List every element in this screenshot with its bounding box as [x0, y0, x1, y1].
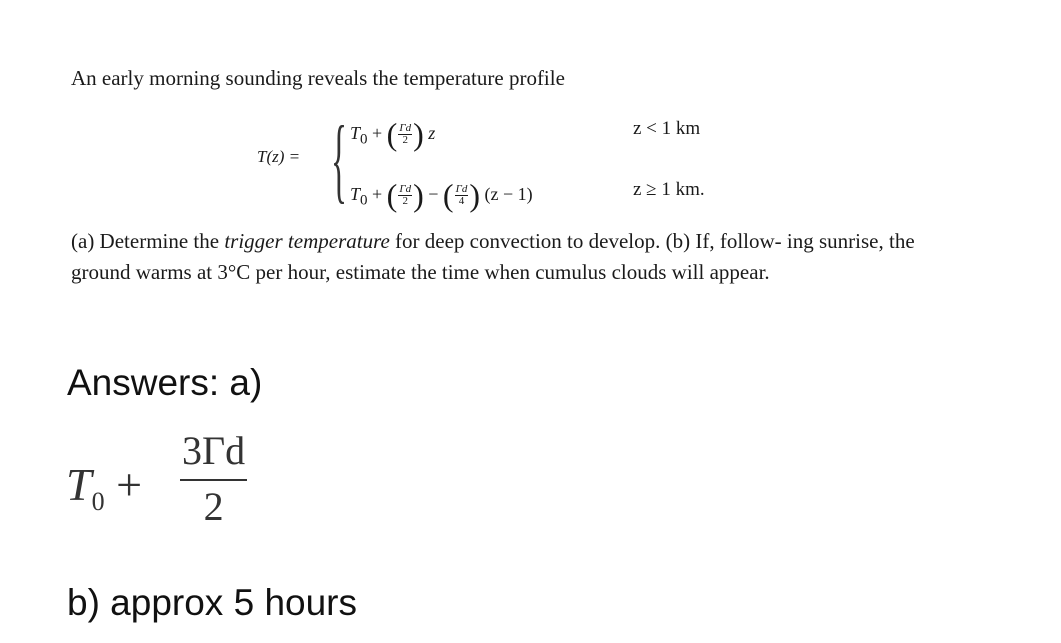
problem-intro: An early morning sounding reveals the temperature profile: [71, 66, 565, 90]
answer-a-denominator: 2: [203, 484, 224, 529]
equation-case-1: $T_0$ + ( $\frac{\Gamma d}{2}$ ) z: [350, 116, 436, 152]
question-text: (a) Determine the trigger temperature for deep convection to develop. (b) If, follow- ing sunrise, the ground warms at 3°C per hour, estimate the time when cumulus clouds will appear.: [71, 229, 915, 284]
equation-lhs: T(z) =: [257, 147, 301, 166]
answers-heading: Answers: a): [67, 362, 263, 403]
answer-a-numerator: 3Γd: [180, 425, 247, 481]
fraction-gamma-quarter: $\frac{\Gamma d}{4}$: [455, 183, 468, 208]
answer-a-fraction: [180, 425, 247, 533]
condition-1: z < 1 km: [633, 118, 701, 139]
equation-case-2: $T_0$ + ( $\frac{\Gamma d}{2}$ ) − ( $\frac{\Gamma d}{4}$ ) (z − 1): [350, 177, 533, 213]
fraction-gamma-half: $\frac{\Gamma d}{2}$: [399, 183, 412, 208]
piecewise-brace: {: [331, 106, 347, 212]
answer-b: b) approx 5 hours: [67, 582, 358, 623]
condition-2: z ≥ 1 km.: [633, 179, 705, 200]
fraction-gamma-half: $\frac{\Gamma d}{2}$: [399, 122, 412, 147]
answer-a-lhs: $T_0$ +: [66, 459, 143, 517]
